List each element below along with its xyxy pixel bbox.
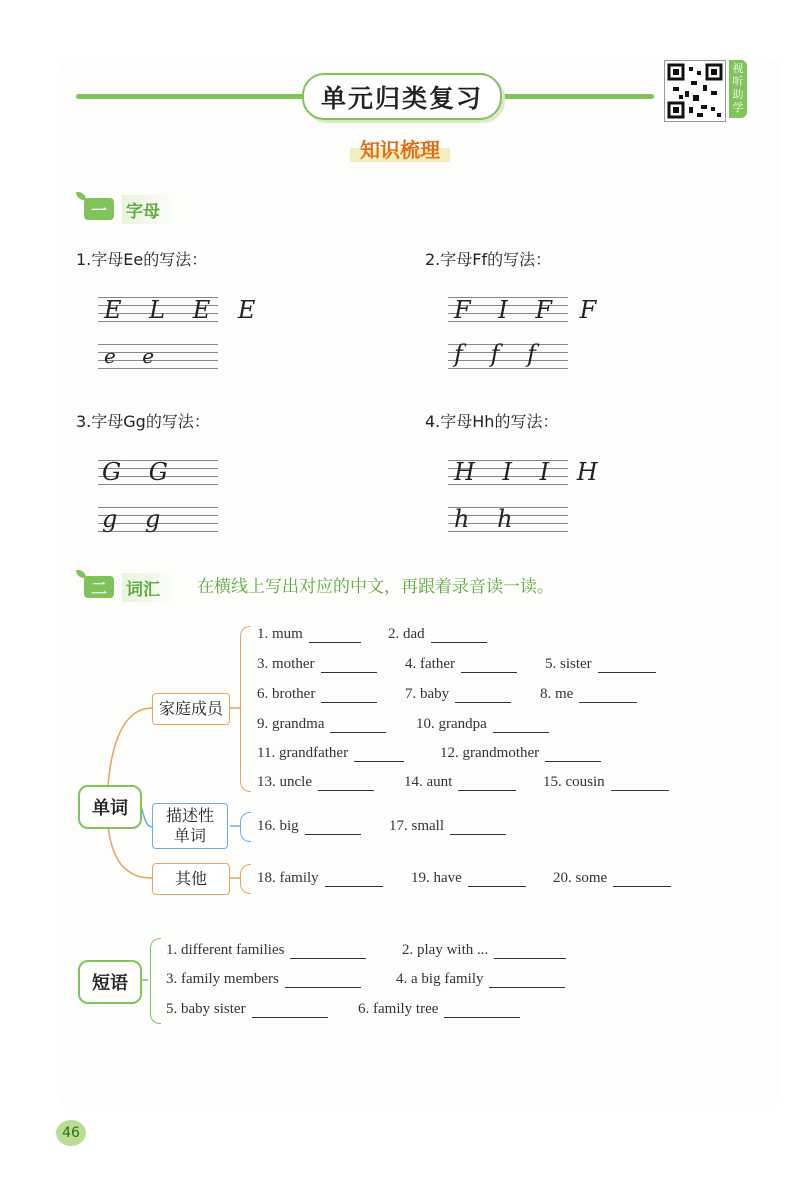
answer-blank[interactable] [494, 944, 566, 959]
answer-blank[interactable] [450, 820, 506, 835]
answer-blank[interactable] [285, 973, 361, 988]
vocab-item: 17. small [389, 818, 506, 835]
vocab-item: 1. mum [257, 626, 361, 643]
phrase-item: 3. family members [166, 971, 361, 988]
handwriting-upper: G G [102, 458, 178, 486]
vocab-item: 9. grandma [257, 716, 386, 733]
answer-blank[interactable] [321, 688, 377, 703]
answer-blank[interactable] [309, 628, 361, 643]
answer-blank[interactable] [489, 973, 565, 988]
vocab-item: 4. father [405, 656, 517, 673]
vocab-item: 5. sister [545, 656, 656, 673]
answer-blank[interactable] [468, 872, 526, 887]
handwriting-upper: F I F F [454, 296, 607, 324]
section-title: 词汇 [122, 573, 178, 602]
phrase-item: 5. baby sister [166, 1001, 328, 1018]
handwriting-upper: H I I H [454, 458, 608, 486]
vocab-item: 12. grandmother [440, 745, 601, 762]
vocab-item: 6. brother [257, 686, 377, 703]
brace-phrases [150, 938, 161, 1024]
answer-blank[interactable] [493, 718, 549, 733]
phrase-item: 1. different families [166, 942, 366, 959]
answer-blank[interactable] [455, 688, 511, 703]
section-number: 一 [84, 198, 114, 220]
vocab-item: 14. aunt [404, 774, 516, 791]
handwriting-lower: f f f [454, 340, 546, 368]
answer-blank[interactable] [598, 658, 656, 673]
vocab-item: 11. grandfather [257, 745, 404, 762]
vocab-item: 16. big [257, 818, 361, 835]
node-words: 单词 [78, 785, 142, 829]
vocab-item: 8. me [540, 686, 637, 703]
answer-blank[interactable] [461, 658, 517, 673]
answer-blank[interactable] [444, 1003, 520, 1018]
page-title: 单元归类复习 [302, 73, 502, 120]
vocab-item: 2. dad [388, 626, 487, 643]
answer-blank[interactable] [318, 776, 374, 791]
answer-blank[interactable] [579, 688, 637, 703]
letter-label: 3.字母Gg的写法： [76, 412, 210, 431]
side-tab: 视听助学 [729, 60, 747, 118]
handwriting-lower: h h [454, 505, 523, 533]
answer-blank[interactable] [458, 776, 516, 791]
answer-blank[interactable] [305, 820, 361, 835]
handwriting-lower: e e [104, 344, 165, 368]
page-number: 46 [56, 1120, 86, 1146]
phrase-item: 2. play with ... [402, 942, 566, 959]
phrase-item: 6. family tree [358, 1001, 520, 1018]
vocab-item: 20. some [553, 870, 671, 887]
handwriting-upper: E L E E [104, 296, 266, 324]
vocab-item: 18. family [257, 870, 383, 887]
answer-blank[interactable] [252, 1003, 328, 1018]
letter-label: 2.字母Ff的写法： [425, 250, 552, 269]
handwriting-lower: g g [102, 505, 171, 533]
brace-adjectives [240, 812, 251, 842]
brace-family [240, 626, 251, 792]
section-subtitle: 知识梳理 [350, 134, 450, 162]
node-other: 其他 [152, 863, 230, 895]
vocab-item: 7. baby [405, 686, 511, 703]
answer-blank[interactable] [613, 872, 671, 887]
node-family-members: 家庭成员 [152, 693, 230, 725]
answer-blank[interactable] [431, 628, 487, 643]
answer-blank[interactable] [321, 658, 377, 673]
vocab-item: 19. have [411, 870, 526, 887]
section-instruction: 在横线上写出对应的中文，再跟着录音读一读。 [197, 577, 554, 597]
phrase-item: 4. a big family [396, 971, 565, 988]
section-title: 字母 [122, 195, 178, 224]
node-phrases: 短语 [78, 960, 142, 1004]
node-descriptive-words: 描述性单词 [152, 803, 228, 849]
letter-label: 1.字母Ee的写法： [76, 250, 208, 269]
brace-other [240, 864, 251, 894]
answer-blank[interactable] [354, 747, 404, 762]
vocab-item: 3. mother [257, 656, 377, 673]
letter-label: 4.字母Hh的写法： [425, 412, 559, 431]
section-number: 二 [84, 576, 114, 598]
answer-blank[interactable] [290, 944, 366, 959]
answer-blank[interactable] [330, 718, 386, 733]
vocab-item: 15. cousin [543, 774, 669, 791]
answer-blank[interactable] [545, 747, 601, 762]
answer-blank[interactable] [325, 872, 383, 887]
vocab-item: 10. grandpa [416, 716, 549, 733]
answer-blank[interactable] [611, 776, 669, 791]
vocab-item: 13. uncle [257, 774, 374, 791]
